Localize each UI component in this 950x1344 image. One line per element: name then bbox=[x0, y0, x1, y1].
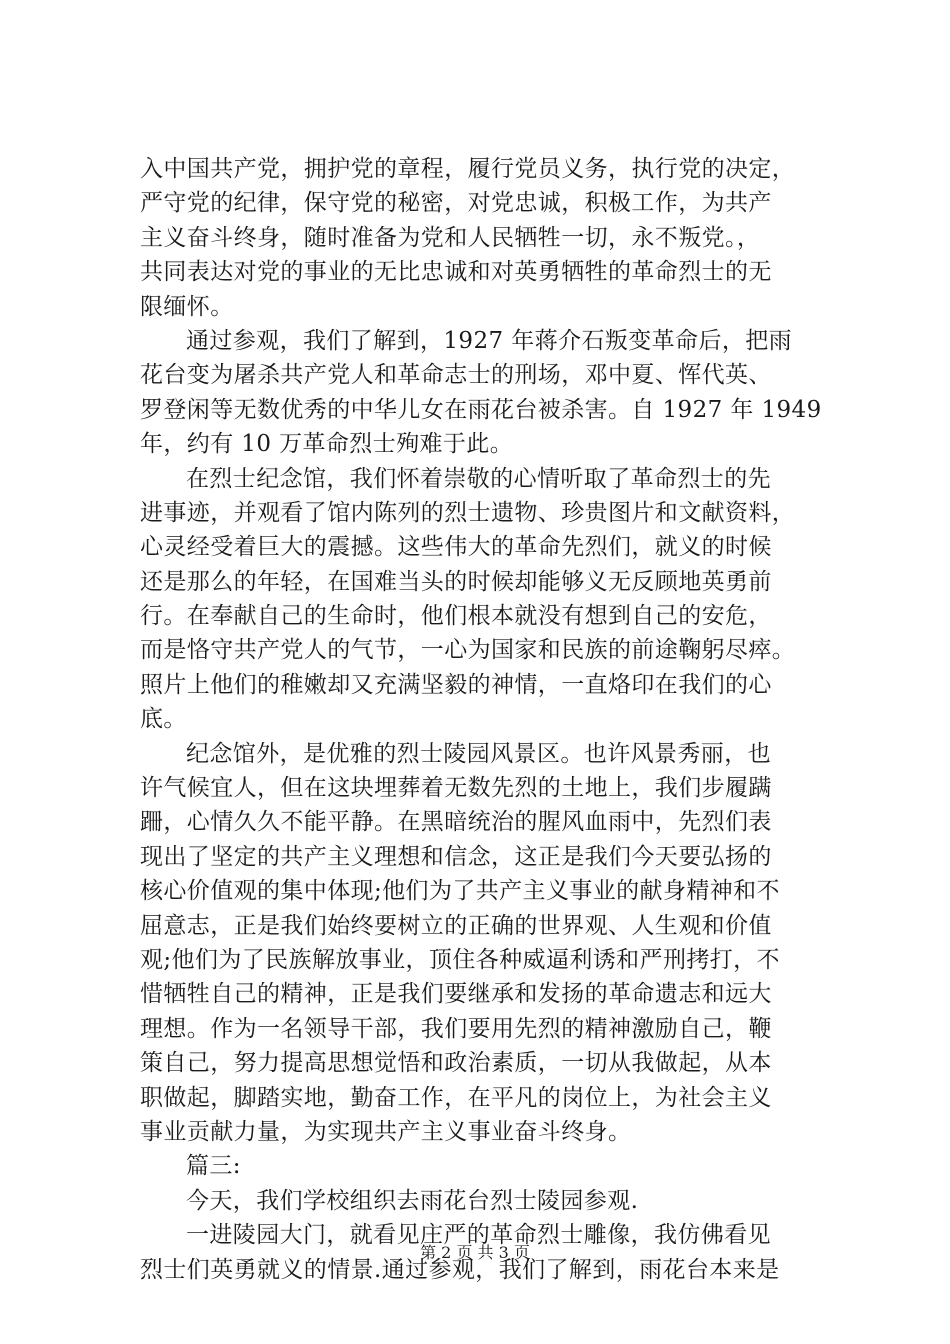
text-line: 罗登闲等无数优秀的中华儿女在雨花台被杀害。自 1927 年 1949 bbox=[140, 396, 822, 423]
text-line: 在烈士纪念馆，我们怀着崇敬的心情听取了革命烈士的先 bbox=[186, 465, 771, 492]
text-line: 跚，心情久久不能平静。在黑暗统治的腥风血雨中，先烈们表 bbox=[140, 809, 772, 836]
text-line: 通过参观，我们了解到，1927 年蒋介石叛变革命后，把雨 bbox=[186, 327, 793, 354]
document-body bbox=[140, 152, 840, 1287]
text-line: 篇三: bbox=[186, 1153, 241, 1180]
text-line: 限缅怀。 bbox=[140, 293, 234, 320]
text-line: 进事迹，并观看了馆内陈列的烈士遗物、珍贵图片和文献资料， bbox=[140, 499, 796, 526]
text-line: 惜牺牲自己的精神，正是我们要继承和发扬的革命遗志和远大 bbox=[140, 981, 772, 1008]
text-line: 一进陵园大门，就看见庄严的革命烈士雕像，我仿佛看见 bbox=[186, 1222, 771, 1249]
text-line: 屈意志，正是我们始终要树立的正确的世界观、人生观和价值 bbox=[140, 912, 772, 939]
text-line: 今天，我们学校组织去雨花台烈士陵园参观. bbox=[186, 1187, 639, 1214]
text-line: 而是恪守共产党人的气节，一心为国家和民族的前途鞠躬尽瘁。 bbox=[140, 637, 796, 664]
text-line: 入中国共产党，拥护党的章程，履行党员义务，执行党的决定， bbox=[140, 156, 796, 182]
text-line: 花台变为屠杀共产党人和革命志士的刑场，邓中夏、恽代英、 bbox=[140, 362, 772, 389]
text-line: 还是那么的年轻，在国难当头的时候却能够义无反顾地英勇前 bbox=[140, 568, 772, 595]
text-line: 纪念馆外，是优雅的烈士陵园风景区。也许风景秀丽，也 bbox=[186, 740, 771, 767]
text-line: 行。在奉献自己的生命时，他们根本就没有想到自己的安危， bbox=[140, 603, 772, 630]
text-line: 主义奋斗终身，随时准备为党和人民牺牲一切，永不叛党。， bbox=[140, 224, 761, 251]
text-line: 烈士们英勇就义的情景.通过参观，我们了解到，雨花台本来是 bbox=[140, 1256, 780, 1283]
text-line: 年，约有 10 万革命烈士殉难于此。 bbox=[140, 431, 514, 458]
text-line: 现出了坚定的共产主义理想和信念，这正是我们今天要弘扬的 bbox=[140, 843, 772, 870]
text-line: 理想。作为一名领导干部，我们要用先烈的精神激励自己，鞭 bbox=[140, 1015, 772, 1042]
text-line: 许气候宜人，但在这块埋葬着无数先烈的土地上，我们步履蹒 bbox=[140, 775, 772, 802]
text-line: 底。 bbox=[140, 706, 187, 733]
text-line: 照片上他们的稚嫩却又充满坚毅的神情，一直烙印在我们的心 bbox=[140, 671, 772, 698]
text-line: 共同表达对党的事业的无比忠诚和对英勇牺牲的革命烈士的无 bbox=[140, 259, 772, 286]
text-line: 策自己，努力提高思想觉悟和政治素质，一切从我做起，从本 bbox=[140, 1050, 772, 1077]
text-line: 观;他们为了民族解放事业，顶住各种威逼利诱和严刑拷打，不 bbox=[140, 946, 780, 973]
text-line: 事业贡献力量，为实现共产主义事业奋斗终身。 bbox=[140, 1118, 632, 1145]
text-line: 职做起，脚踏实地，勤奋工作，在平凡的岗位上，为社会主义 bbox=[140, 1084, 772, 1111]
text-line: 核心价值观的集中体现;他们为了共产主义事业的献身精神和不 bbox=[140, 878, 780, 905]
page-footer: 第 2 页 共 3 页 bbox=[420, 1243, 530, 1262]
text-line: 心灵经受着巨大的震撼。这些伟大的革命先烈们，就义的时候 bbox=[140, 534, 772, 561]
text-line: 严守党的纪律，保守党的秘密，对党忠诚，积极工作，为共产 bbox=[140, 190, 772, 217]
